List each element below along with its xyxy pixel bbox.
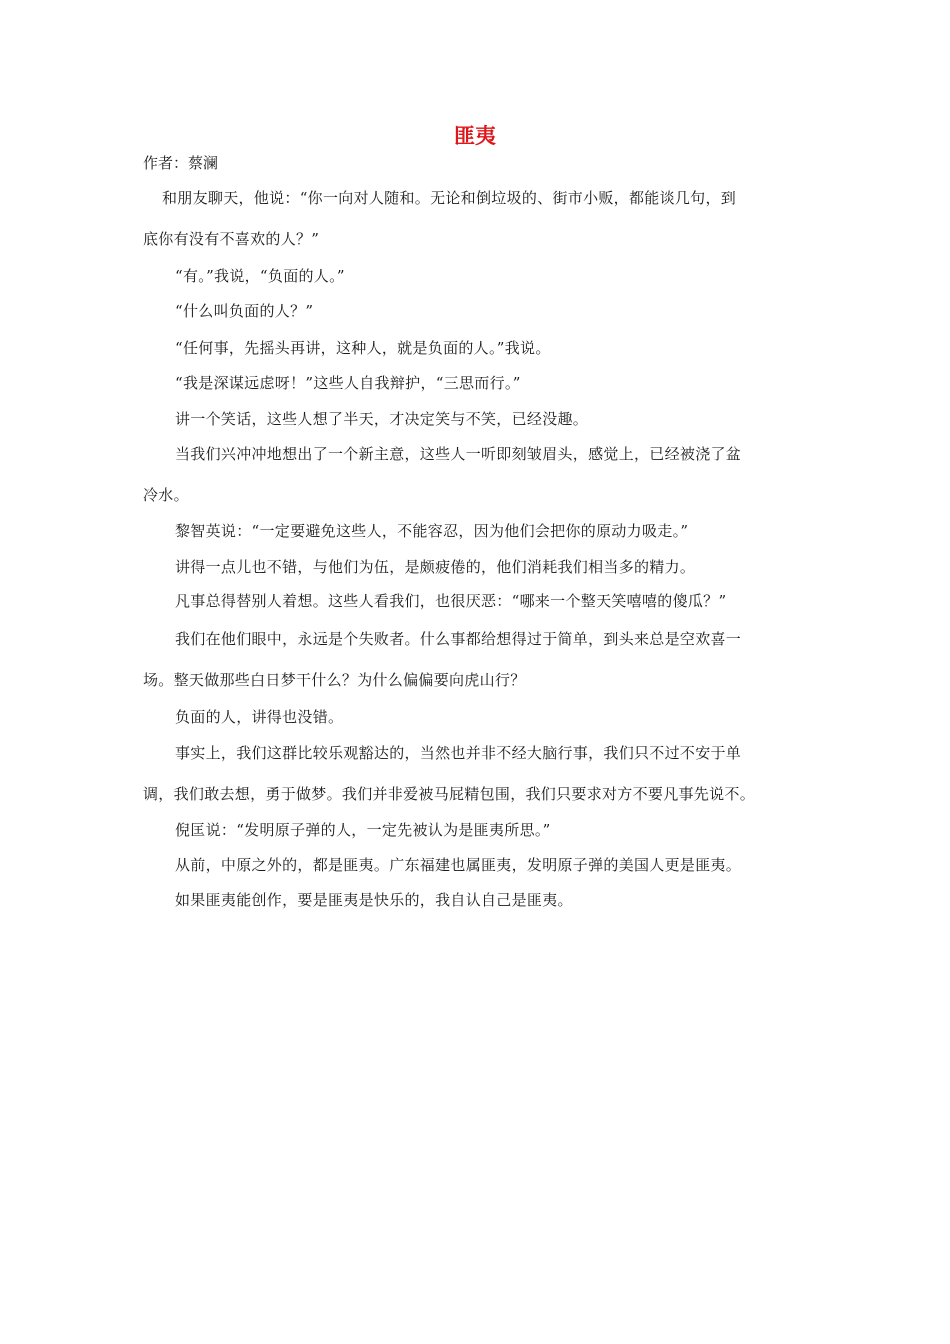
paragraph-line: 讲得一点儿也不错，与他们为伍，是颇疲倦的，他们消耗我们相当多的精力。 — [175, 558, 696, 576]
paragraph-line: 场。整天做那些白日梦干什么？为什么偏偏要向虎山行？ — [143, 671, 526, 689]
paragraph-line: 讲一个笑话，这些人想了半天，才决定笑与不笑，已经没趣。 — [175, 410, 589, 428]
paragraph-line: 凡事总得替别人着想。这些人看我们，也很厌恶：“哪来一个整天笑嘻嘻的傻瓜？” — [175, 592, 727, 610]
paragraph-line: 从前，中原之外的，都是匪夷。广东福建也属匪夷，发明原子弹的美国人更是匪夷。 — [175, 856, 742, 874]
paragraph-line: 如果匪夷能创作，要是匪夷是快乐的，我自认自己是匪夷。 — [175, 891, 573, 909]
document-title: 匪夷 — [454, 124, 496, 148]
paragraph-line: 黎智英说：“一定要避免这些人，不能容忍，因为他们会把你的原动力吸走。” — [175, 522, 689, 540]
paragraph-line: 事实上，我们这群比较乐观豁达的，当然也并非不经大脑行事，我们只不过不安于单 — [175, 744, 742, 762]
author-line: 作者：蔡澜 — [143, 154, 219, 172]
paragraph-line: 冷水。 — [143, 486, 189, 504]
paragraph-line: “有。”我说，“负面的人。” — [175, 267, 345, 285]
paragraph-line: “我是深谋远虑呀！”这些人自我辩护，“三思而行。” — [175, 374, 521, 392]
paragraph-line: 我们在他们眼中，永远是个失败者。什么事都给想得过于简单，到头来总是空欢喜一 — [175, 630, 742, 648]
paragraph-line: “任何事，先摇头再讲，这种人，就是负面的人。”我说。 — [175, 339, 551, 357]
paragraph-line: 当我们兴冲冲地想出了一个新主意，这些人一听即刻皱眉头，感觉上，已经被浇了盆 — [175, 445, 742, 463]
paragraph-line: 底你有没有不喜欢的人？” — [143, 230, 320, 248]
paragraph-line: 调，我们敢去想，勇于做梦。我们并非爱被马屁精包围，我们只要求对方不要凡事先说不。 — [143, 785, 756, 803]
paragraph-line: 倪匡说：“发明原子弹的人，一定先被认为是匪夷所思。” — [175, 821, 551, 839]
paragraph-line: 负面的人，讲得也没错。 — [175, 708, 344, 726]
paragraph-line: “什么叫负面的人？” — [175, 302, 314, 320]
paragraph-line: 和朋友聊天，他说：“你一向对人随和。无论和倒垃圾的、街市小贩，都能谈几句，到 — [162, 189, 737, 207]
